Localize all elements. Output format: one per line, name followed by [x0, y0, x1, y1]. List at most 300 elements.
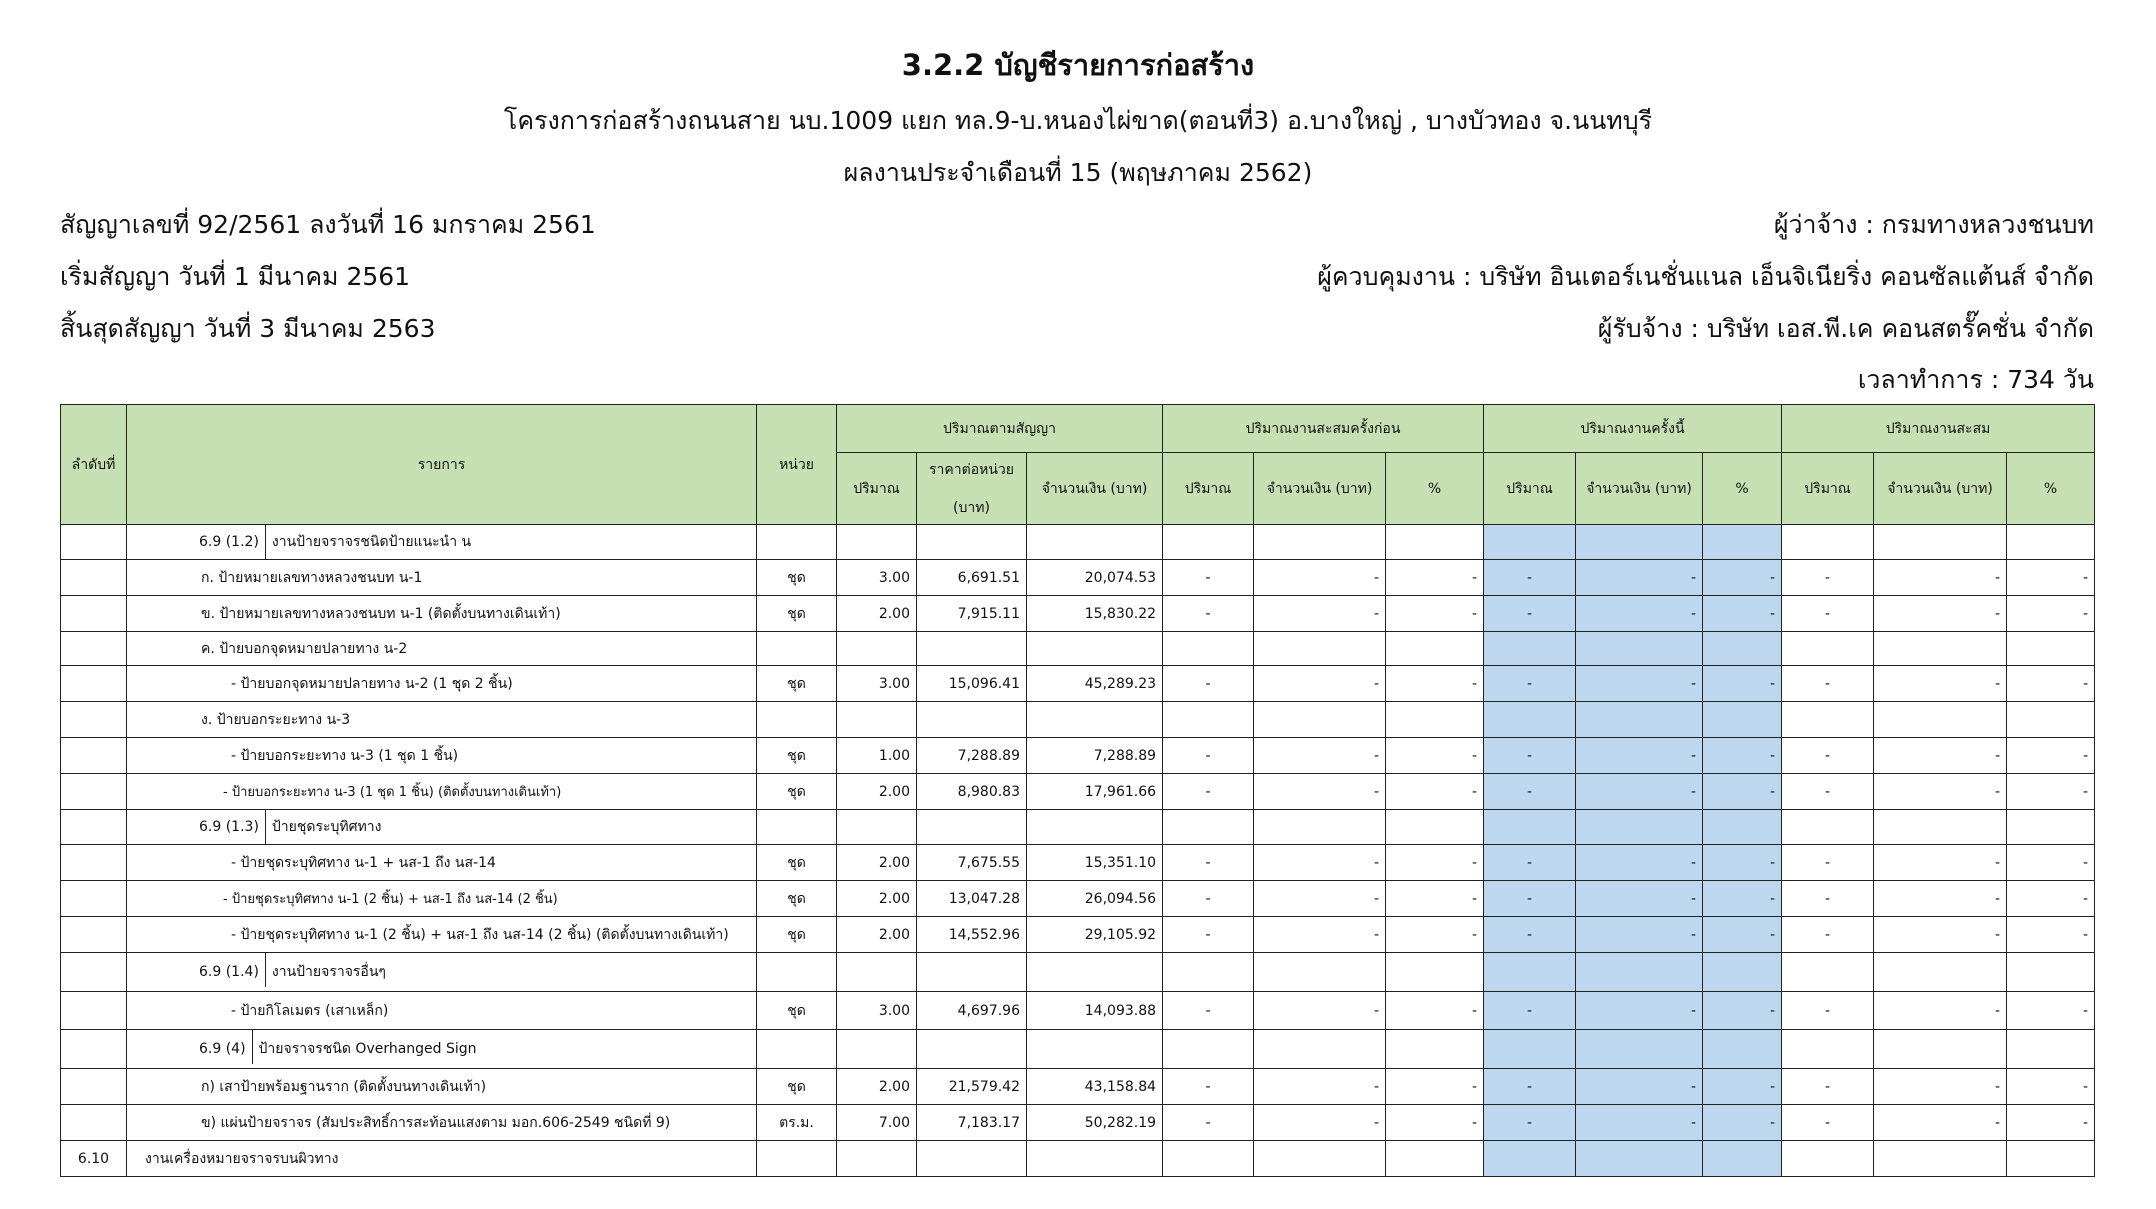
cell-prev-amount [1254, 1030, 1386, 1069]
cell-this-amount: - [1576, 845, 1703, 881]
sub-header-unit-price: ราคาต่อหน่วย (บาท) [917, 453, 1027, 525]
cell-prev-qty: - [1163, 666, 1254, 702]
cell-this-amount: - [1576, 560, 1703, 596]
cell-this-percent [1703, 1141, 1782, 1177]
item-label: งานป้ายจราจรอื่นๆ [271, 964, 386, 980]
cell-prev-qty: - [1163, 917, 1254, 953]
cell-total-amount: - [1874, 845, 2007, 881]
cell-unit: ชุด [757, 596, 837, 632]
cell-prev-percent: - [1386, 845, 1484, 881]
cell-contract-qty: 1.00 [837, 738, 917, 774]
cell-total-qty [1782, 632, 1874, 666]
cell-this-amount [1576, 632, 1703, 666]
cell-unit: ชุด [757, 1069, 837, 1105]
cell-item [127, 810, 757, 845]
table-row [61, 738, 2095, 774]
cell-seq [61, 666, 127, 702]
cell-total-qty [1782, 525, 1874, 560]
cell-prev-percent: - [1386, 917, 1484, 953]
cell-contract-qty [837, 1141, 917, 1177]
table-row [61, 917, 2095, 953]
cell-this-percent [1703, 702, 1782, 738]
cell-total-percent [2007, 702, 2095, 738]
cell-this-percent: - [1703, 666, 1782, 702]
cell-this-qty: - [1484, 738, 1576, 774]
cell-this-qty: - [1484, 666, 1576, 702]
cell-this-amount: - [1576, 1105, 1703, 1141]
cell-this-percent: - [1703, 1069, 1782, 1105]
cell-prev-amount: - [1254, 666, 1386, 702]
cell-unit-price [917, 702, 1027, 738]
cell-contract-amount: 50,282.19 [1027, 1105, 1163, 1141]
cell-contract-qty: 2.00 [837, 845, 917, 881]
cell-this-qty: - [1484, 596, 1576, 632]
cell-this-amount [1576, 810, 1703, 845]
cell-prev-percent [1386, 953, 1484, 992]
cell-unit: ชุด [757, 845, 837, 881]
cell-total-percent [2007, 953, 2095, 992]
cell-prev-percent [1386, 632, 1484, 666]
item-section-number: 6.9 (4) [199, 1030, 253, 1064]
cell-contract-qty: 7.00 [837, 1105, 917, 1141]
cell-total-percent [2007, 632, 2095, 666]
cell-item: ข) แผ่นป้ายจราจร (สัมประสิทธิ์การสะท้อนแสงตาม มอก.606-2549 ชนิดที่ 9) [127, 1105, 757, 1141]
cell-prev-qty: - [1163, 1069, 1254, 1105]
cell-unit-price: 14,552.96 [917, 917, 1027, 953]
cell-prev-amount: - [1254, 1105, 1386, 1141]
cell-contract-qty: 2.00 [837, 596, 917, 632]
cell-total-amount: - [1874, 917, 2007, 953]
cell-unit-price: 13,047.28 [917, 881, 1027, 917]
cell-contract-amount [1027, 953, 1163, 992]
project-name: โครงการก่อสร้างถนนสาย นบ.1009 แยก ทล.9-บ.หนองไผ่ขาด(ตอนที่3) อ.บางใหญ่ , บางบัวทอง จ.นนทบุรี [503, 106, 1653, 135]
cell-this-qty: - [1484, 1069, 1576, 1105]
cell-contract-qty [837, 810, 917, 845]
cell-contract-amount: 17,961.66 [1027, 774, 1163, 810]
cell-this-qty: - [1484, 917, 1576, 953]
cell-total-amount: - [1874, 992, 2007, 1030]
cell-total-percent: - [2007, 992, 2095, 1030]
cell-prev-qty [1163, 525, 1254, 560]
item-label: ป้ายจราจรชนิด Overhanged Sign [258, 1041, 477, 1057]
cell-this-amount: - [1576, 738, 1703, 774]
cell-this-amount: - [1576, 666, 1703, 702]
cell-total-qty: - [1782, 596, 1874, 632]
cell-seq [61, 702, 127, 738]
cell-item: - ป้ายบอกระยะทาง น-3 (1 ชุด 1 ชิ้น) [127, 738, 757, 774]
cell-prev-percent: - [1386, 560, 1484, 596]
cell-total-qty: - [1782, 560, 1874, 596]
cell-this-amount [1576, 1030, 1703, 1069]
cell-prev-qty: - [1163, 881, 1254, 917]
cell-prev-amount: - [1254, 596, 1386, 632]
cell-item: ก. ป้ายหมายเลขทางหลวงชนบท น-1 [127, 560, 757, 596]
table-row [61, 992, 2095, 1030]
cell-total-qty [1782, 1030, 1874, 1069]
cell-this-percent [1703, 632, 1782, 666]
employer: ผู้ว่าจ้าง : กรมทางหลวงชนบท [1773, 210, 2094, 239]
header-this-period: ปริมาณงานครั้งนี้ [1484, 405, 1782, 453]
cell-unit [757, 1030, 837, 1069]
work-duration: เวลาทำการ : 734 วัน [1857, 365, 2094, 394]
cell-prev-amount: - [1254, 560, 1386, 596]
header-unit: หน่วย [757, 405, 837, 525]
cell-this-amount: - [1576, 881, 1703, 917]
cell-total-qty: - [1782, 845, 1874, 881]
cell-unit [757, 953, 837, 992]
cell-item: - ป้ายชุดระบุทิศทาง น-1 (2 ชิ้น) + นส-1 ถึง นส-14 (2 ชิ้น) (ติดตั้งบนทางเดินเท้า) [127, 917, 757, 953]
cell-item: - ป้ายกิโลเมตร (เสาเหล็ก) [127, 992, 757, 1030]
cell-seq: 6.10 [61, 1141, 127, 1177]
cell-item: - ป้ายบอกจุดหมายปลายทาง น-2 (1 ชุด 2 ชิ้น) [127, 666, 757, 702]
cell-this-percent: - [1703, 881, 1782, 917]
cell-total-amount [1874, 953, 2007, 992]
cell-this-percent: - [1703, 917, 1782, 953]
cell-this-percent [1703, 525, 1782, 560]
sub-header-amount: จำนวนเงิน (บาท) [1874, 453, 2007, 525]
cell-prev-percent: - [1386, 774, 1484, 810]
cell-total-percent [2007, 1141, 2095, 1177]
cell-unit: ตร.ม. [757, 1105, 837, 1141]
cell-this-qty [1484, 1141, 1576, 1177]
cell-prev-qty [1163, 702, 1254, 738]
cell-total-qty: - [1782, 1105, 1874, 1141]
cell-contract-amount: 29,105.92 [1027, 917, 1163, 953]
cell-this-percent: - [1703, 992, 1782, 1030]
cell-contract-amount [1027, 1030, 1163, 1069]
cell-contract-amount: 7,288.89 [1027, 738, 1163, 774]
table-row [61, 525, 2095, 560]
cell-this-percent [1703, 810, 1782, 845]
cell-total-amount: - [1874, 738, 2007, 774]
sub-header-amount: จำนวนเงิน (บาท) [1027, 453, 1163, 525]
cell-contract-qty: 2.00 [837, 881, 917, 917]
cell-unit: ชุด [757, 738, 837, 774]
report-period: ผลงานประจำเดือนที่ 15 (พฤษภาคม 2562) [843, 158, 1313, 187]
cell-seq [61, 525, 127, 560]
table-row [61, 666, 2095, 702]
cell-this-percent: - [1703, 560, 1782, 596]
cell-total-amount [1874, 632, 2007, 666]
cell-unit [757, 525, 837, 560]
table-row [61, 810, 2095, 845]
cell-contract-amount: 26,094.56 [1027, 881, 1163, 917]
supervisor: ผู้ควบคุมงาน : บริษัท อินเตอร์เนชั่นแนล เอ็นจิเนียริ่ง คอนซัลแต้นส์ จำกัด [1317, 262, 2094, 291]
cell-this-qty: - [1484, 845, 1576, 881]
table-row [61, 560, 2095, 596]
cell-total-amount: - [1874, 1105, 2007, 1141]
cell-this-percent [1703, 1030, 1782, 1069]
cell-total-percent [2007, 810, 2095, 845]
cell-this-amount: - [1576, 992, 1703, 1030]
cell-item: ค. ป้ายบอกจุดหมายปลายทาง น-2 [127, 632, 757, 666]
cell-total-amount: - [1874, 1069, 2007, 1105]
cell-unit-price [917, 525, 1027, 560]
cell-unit-price [917, 1030, 1027, 1069]
cell-this-qty: - [1484, 774, 1576, 810]
cell-total-percent [2007, 525, 2095, 560]
cell-prev-amount: - [1254, 881, 1386, 917]
cell-total-qty: - [1782, 992, 1874, 1030]
cell-this-percent: - [1703, 738, 1782, 774]
cell-total-qty [1782, 810, 1874, 845]
cell-prev-amount: - [1254, 774, 1386, 810]
cell-unit: ชุด [757, 774, 837, 810]
cell-unit [757, 810, 837, 845]
cell-total-percent: - [2007, 738, 2095, 774]
cell-unit: ชุด [757, 560, 837, 596]
cell-total-percent: - [2007, 666, 2095, 702]
cell-unit-price [917, 632, 1027, 666]
cell-contract-amount [1027, 525, 1163, 560]
cell-seq [61, 738, 127, 774]
cell-prev-percent: - [1386, 1105, 1484, 1141]
cell-prev-amount: - [1254, 992, 1386, 1030]
cell-contract-qty: 2.00 [837, 1069, 917, 1105]
cell-prev-qty [1163, 810, 1254, 845]
cell-item [127, 953, 757, 992]
cell-total-qty: - [1782, 881, 1874, 917]
cell-total-amount [1874, 1030, 2007, 1069]
cell-this-qty: - [1484, 1105, 1576, 1141]
header-previous-cumulative: ปริมาณงานสะสมครั้งก่อน [1163, 405, 1484, 453]
cell-unit [757, 702, 837, 738]
cell-total-percent: - [2007, 596, 2095, 632]
cell-prev-qty [1163, 1141, 1254, 1177]
cell-seq [61, 632, 127, 666]
cell-unit: ชุด [757, 881, 837, 917]
cell-contract-qty [837, 632, 917, 666]
header-contract-qty: ปริมาณตามสัญญา [837, 405, 1163, 453]
cell-unit-price [917, 1141, 1027, 1177]
cell-total-qty: - [1782, 666, 1874, 702]
cell-unit [757, 632, 837, 666]
cell-total-percent: - [2007, 560, 2095, 596]
cell-this-amount [1576, 1141, 1703, 1177]
cell-prev-amount [1254, 953, 1386, 992]
cell-seq [61, 845, 127, 881]
cell-seq [61, 774, 127, 810]
cell-prev-amount [1254, 702, 1386, 738]
cell-prev-qty: - [1163, 1105, 1254, 1141]
document-title: 3.2.2 บัญชีรายการก่อสร้าง [901, 48, 1255, 82]
cell-total-percent [2007, 1030, 2095, 1069]
cell-this-qty [1484, 953, 1576, 992]
cell-seq [61, 953, 127, 992]
cell-prev-percent [1386, 1141, 1484, 1177]
cell-this-amount [1576, 525, 1703, 560]
item-section-number: 6.9 (1.3) [199, 810, 266, 844]
sub-header-amount: จำนวนเงิน (บาท) [1576, 453, 1703, 525]
cell-this-amount: - [1576, 917, 1703, 953]
cell-prev-percent [1386, 702, 1484, 738]
cell-contract-amount: 43,158.84 [1027, 1069, 1163, 1105]
cell-item: ก) เสาป้ายพร้อมฐานราก (ติดตั้งบนทางเดินเท้า) [127, 1069, 757, 1105]
cell-contract-qty: 3.00 [837, 560, 917, 596]
construction-items-table [60, 404, 2095, 1177]
cell-prev-qty: - [1163, 774, 1254, 810]
cell-contract-amount: 14,093.88 [1027, 992, 1163, 1030]
cell-seq [61, 917, 127, 953]
sub-header-qty: ปริมาณ [837, 453, 917, 525]
cell-unit-price: 6,691.51 [917, 560, 1027, 596]
item-section-number: 6.9 (1.4) [199, 953, 266, 987]
cell-item [127, 525, 757, 560]
cell-item [127, 1030, 757, 1069]
cell-this-qty: - [1484, 992, 1576, 1030]
table-row [61, 953, 2095, 992]
cell-prev-percent: - [1386, 992, 1484, 1030]
header-item: รายการ [127, 405, 757, 525]
table-body [61, 525, 2095, 1177]
sub-header-qty: ปริมาณ [1163, 453, 1254, 525]
cell-unit: ชุด [757, 666, 837, 702]
cell-prev-qty [1163, 1030, 1254, 1069]
cell-total-amount [1874, 702, 2007, 738]
table-row [61, 1141, 2095, 1177]
cell-total-amount: - [1874, 596, 2007, 632]
cell-unit: ชุด [757, 917, 837, 953]
cell-unit: ชุด [757, 992, 837, 1030]
cell-prev-percent: - [1386, 738, 1484, 774]
cell-prev-amount [1254, 525, 1386, 560]
cell-total-amount [1874, 810, 2007, 845]
cell-prev-percent [1386, 525, 1484, 560]
cell-this-amount: - [1576, 1069, 1703, 1105]
sub-header-percent: % [1703, 453, 1782, 525]
cell-contract-amount [1027, 1141, 1163, 1177]
contract-number: สัญญาเลขที่ 92/2561 ลงวันที่ 16 มกราคม 2561 [60, 210, 596, 239]
item-label: ป้ายชุดระบุทิศทาง [271, 819, 382, 835]
cell-seq [61, 596, 127, 632]
cell-total-percent: - [2007, 845, 2095, 881]
table-row [61, 845, 2095, 881]
cell-contract-qty: 3.00 [837, 992, 917, 1030]
cell-this-percent: - [1703, 1105, 1782, 1141]
table-row [61, 1030, 2095, 1069]
cell-prev-amount [1254, 632, 1386, 666]
cell-total-amount [1874, 525, 2007, 560]
header-seq: ลำดับที่ [61, 405, 127, 525]
sub-header-percent: % [2007, 453, 2095, 525]
cell-this-percent: - [1703, 596, 1782, 632]
cell-contract-amount: 20,074.53 [1027, 560, 1163, 596]
cell-contract-qty: 3.00 [837, 666, 917, 702]
cell-contract-qty [837, 702, 917, 738]
cell-total-amount: - [1874, 560, 2007, 596]
cell-item: - ป้ายบอกระยะทาง น-3 (1 ชุด 1 ชิ้น) (ติดตั้งบนทางเดินเท้า) [127, 774, 757, 810]
sub-header-qty: ปริมาณ [1484, 453, 1576, 525]
cell-seq [61, 992, 127, 1030]
cell-unit-price: 15,096.41 [917, 666, 1027, 702]
cell-unit-price: 8,980.83 [917, 774, 1027, 810]
cell-this-qty [1484, 1030, 1576, 1069]
cell-prev-percent [1386, 810, 1484, 845]
cell-this-amount [1576, 702, 1703, 738]
cell-prev-amount: - [1254, 917, 1386, 953]
cell-prev-percent: - [1386, 666, 1484, 702]
cell-this-qty [1484, 632, 1576, 666]
cell-unit-price: 21,579.42 [917, 1069, 1027, 1105]
cell-prev-qty: - [1163, 992, 1254, 1030]
item-label: งานป้ายจราจรชนิดป้ายแนะนำ น [271, 534, 472, 550]
cell-seq [61, 1105, 127, 1141]
cell-contract-amount: 45,289.23 [1027, 666, 1163, 702]
cell-prev-qty [1163, 632, 1254, 666]
cell-unit-price: 7,675.55 [917, 845, 1027, 881]
cell-seq [61, 1069, 127, 1105]
cell-seq [61, 881, 127, 917]
cell-item: ง. ป้ายบอกระยะทาง น-3 [127, 702, 757, 738]
cell-total-qty [1782, 702, 1874, 738]
cell-unit-price [917, 810, 1027, 845]
cell-this-amount: - [1576, 774, 1703, 810]
cell-this-qty [1484, 525, 1576, 560]
sub-header-amount: จำนวนเงิน (บาท) [1254, 453, 1386, 525]
cell-total-percent: - [2007, 881, 2095, 917]
cell-this-amount: - [1576, 596, 1703, 632]
cell-unit-price: 4,697.96 [917, 992, 1027, 1030]
cell-unit-price: 7,183.17 [917, 1105, 1027, 1141]
cell-this-percent [1703, 953, 1782, 992]
cell-contract-qty: 2.00 [837, 917, 917, 953]
cell-this-percent: - [1703, 845, 1782, 881]
cell-total-amount: - [1874, 881, 2007, 917]
contract-end: สิ้นสุดสัญญา วันที่ 3 มีนาคม 2563 [60, 314, 436, 343]
cell-item: งานเครื่องหมายจราจรบนผิวทาง [127, 1141, 757, 1177]
cell-prev-percent: - [1386, 1069, 1484, 1105]
cell-total-qty: - [1782, 917, 1874, 953]
cell-contract-amount: 15,830.22 [1027, 596, 1163, 632]
cell-unit-price: 7,915.11 [917, 596, 1027, 632]
cell-prev-qty: - [1163, 738, 1254, 774]
cell-total-qty: - [1782, 1069, 1874, 1105]
cell-unit-price [917, 953, 1027, 992]
cell-contract-amount [1027, 810, 1163, 845]
cell-prev-percent: - [1386, 596, 1484, 632]
cell-prev-percent: - [1386, 881, 1484, 917]
cell-prev-qty [1163, 953, 1254, 992]
cell-this-qty [1484, 702, 1576, 738]
cell-item: - ป้ายชุดระบุทิศทาง น-1 (2 ชิ้น) + นส-1 ถึง นส-14 (2 ชิ้น) [127, 881, 757, 917]
cell-prev-percent [1386, 1030, 1484, 1069]
cell-total-qty: - [1782, 738, 1874, 774]
cell-total-percent: - [2007, 917, 2095, 953]
item-section-number: 6.9 (1.2) [199, 525, 266, 559]
header-cumulative: ปริมาณงานสะสม [1782, 405, 2095, 453]
table-row [61, 1105, 2095, 1141]
cell-prev-qty: - [1163, 560, 1254, 596]
cell-this-amount [1576, 953, 1703, 992]
table-row [61, 1069, 2095, 1105]
cell-this-percent: - [1703, 774, 1782, 810]
cell-item: ข. ป้ายหมายเลขทางหลวงชนบท น-1 (ติดตั้งบนทางเดินเท้า) [127, 596, 757, 632]
cell-prev-amount: - [1254, 1069, 1386, 1105]
cell-prev-amount [1254, 810, 1386, 845]
cell-seq [61, 1030, 127, 1069]
table-row [61, 632, 2095, 666]
cell-contract-amount: 15,351.10 [1027, 845, 1163, 881]
table-row [61, 881, 2095, 917]
cell-seq [61, 810, 127, 845]
sub-header-percent: % [1386, 453, 1484, 525]
cell-contract-qty [837, 525, 917, 560]
contract-start: เริ่มสัญญา วันที่ 1 มีนาคม 2561 [60, 262, 411, 291]
table-row [61, 702, 2095, 738]
cell-prev-amount [1254, 1141, 1386, 1177]
cell-contract-qty: 2.00 [837, 774, 917, 810]
cell-unit-price: 7,288.89 [917, 738, 1027, 774]
